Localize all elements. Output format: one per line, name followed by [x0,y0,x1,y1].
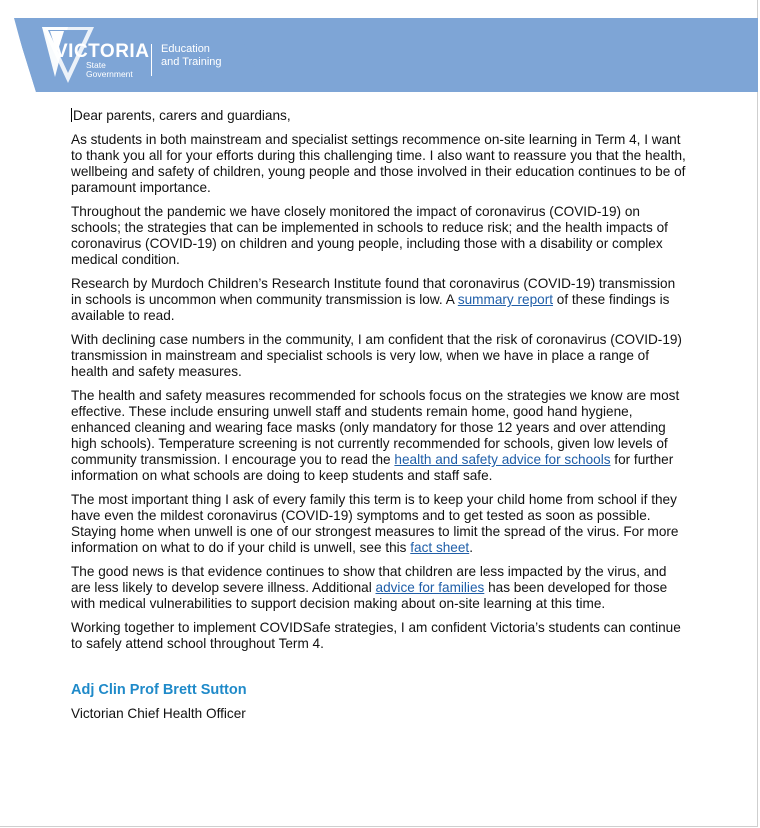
paragraph-4: With declining case numbers in the community, I am confident that the risk of coronavirus (COVID-19) transmission in mainstream and specialist schools is very low, when we have in place a range of health and safety measures. [71,332,682,379]
logo-divider [151,44,152,76]
signer-title: Victorian Chief Health Officer [71,706,246,721]
paragraph-5-text-a: The health and safety measures recommended for schools focus on the strategies we know are most effective. These include ensuring unwell staff and students remain home, good hand hygiene, enhanced cleaning and wearing face masks (only mandatory for those 12 years and over attending high schools). Temperature screening is not currently recommended for schools, given low levels of community transmission. I encourage you to read the [71,388,680,467]
paragraph-3-text-a: Research by Murdoch Children’s Research Institute found that coronavirus (COVID-19) transmission in schools is uncommon when community transmission is low. A [71,276,676,307]
paragraph-7-text-b: has been developed for those with medical vulnerabilities to support decision making about on-site learning at this time. [71,580,668,611]
advice-for-families-link[interactable]: advice for families [375,580,485,595]
paragraph-8: Working together to implement COVIDSafe strategies, I am confident Victoria’s students can continue to safely attend school throughout Term 4. [71,620,681,651]
paragraph-6-text-b: . [469,540,473,555]
summary-report-link[interactable]: summary report [457,292,554,307]
paragraph-5 [71,388,687,484]
department-line-2: and Training [161,56,222,68]
paragraph-5-text-b: for further information on what schools are doing to keep students and staff safe. [71,452,674,483]
department-name [161,43,241,69]
paragraph-7-text-a: The good news is that evidence continues to show that children are less impacted by the virus, and are less likely to develop severe illness. Additional [71,564,667,595]
paragraph-3 [71,276,687,324]
logo-sub: State Government [86,60,133,79]
fact-sheet-link[interactable]: fact sheet [410,540,470,555]
signer-name: Adj Clin Prof Brett Sutton [71,682,247,698]
paragraph-1: As students in both mainstream and specialist settings recommence on-site learning in Term 4, I want to thank you all for your efforts during this challenging time. I also want to reassure you that the health, wellbeing and safety of children, young people and those involved in their education continues to be of paramount importance. [71,132,686,195]
paragraph-6-text-a: The most important thing I ask of every family this term is to keep your child home from school if they have even the mildest coronavirus (COVID-19) symptoms and to get tested as soon as possible. Staying home when unwell is one of our strongest measures to limit the spread of the virus. For more information on what to do if your child is unwell, see this [71,492,679,555]
salutation-text: Dear parents, carers and guardians, [73,108,291,123]
salutation[interactable] [71,108,687,124]
paragraph-6 [71,492,687,556]
paragraph-2: Throughout the pandemic we have closely monitored the impact of coronavirus (COVID-19) on schools; the strategies that can be implemented in schools to reduce risk; and the health impacts of coronavirus (COVID-19) on children and young people, including those with a disability or complex medical condition. [71,204,668,267]
paragraph-3-text-b: of these findings is available to read. [71,292,670,323]
paragraph-7 [71,564,687,612]
letter-body [71,108,687,660]
logo-wordmark: VICTORIA [55,41,150,62]
health-safety-advice-link[interactable]: health and safety advice for schools [394,452,611,467]
text-cursor [71,108,72,122]
department-line-1: Education [161,43,210,55]
